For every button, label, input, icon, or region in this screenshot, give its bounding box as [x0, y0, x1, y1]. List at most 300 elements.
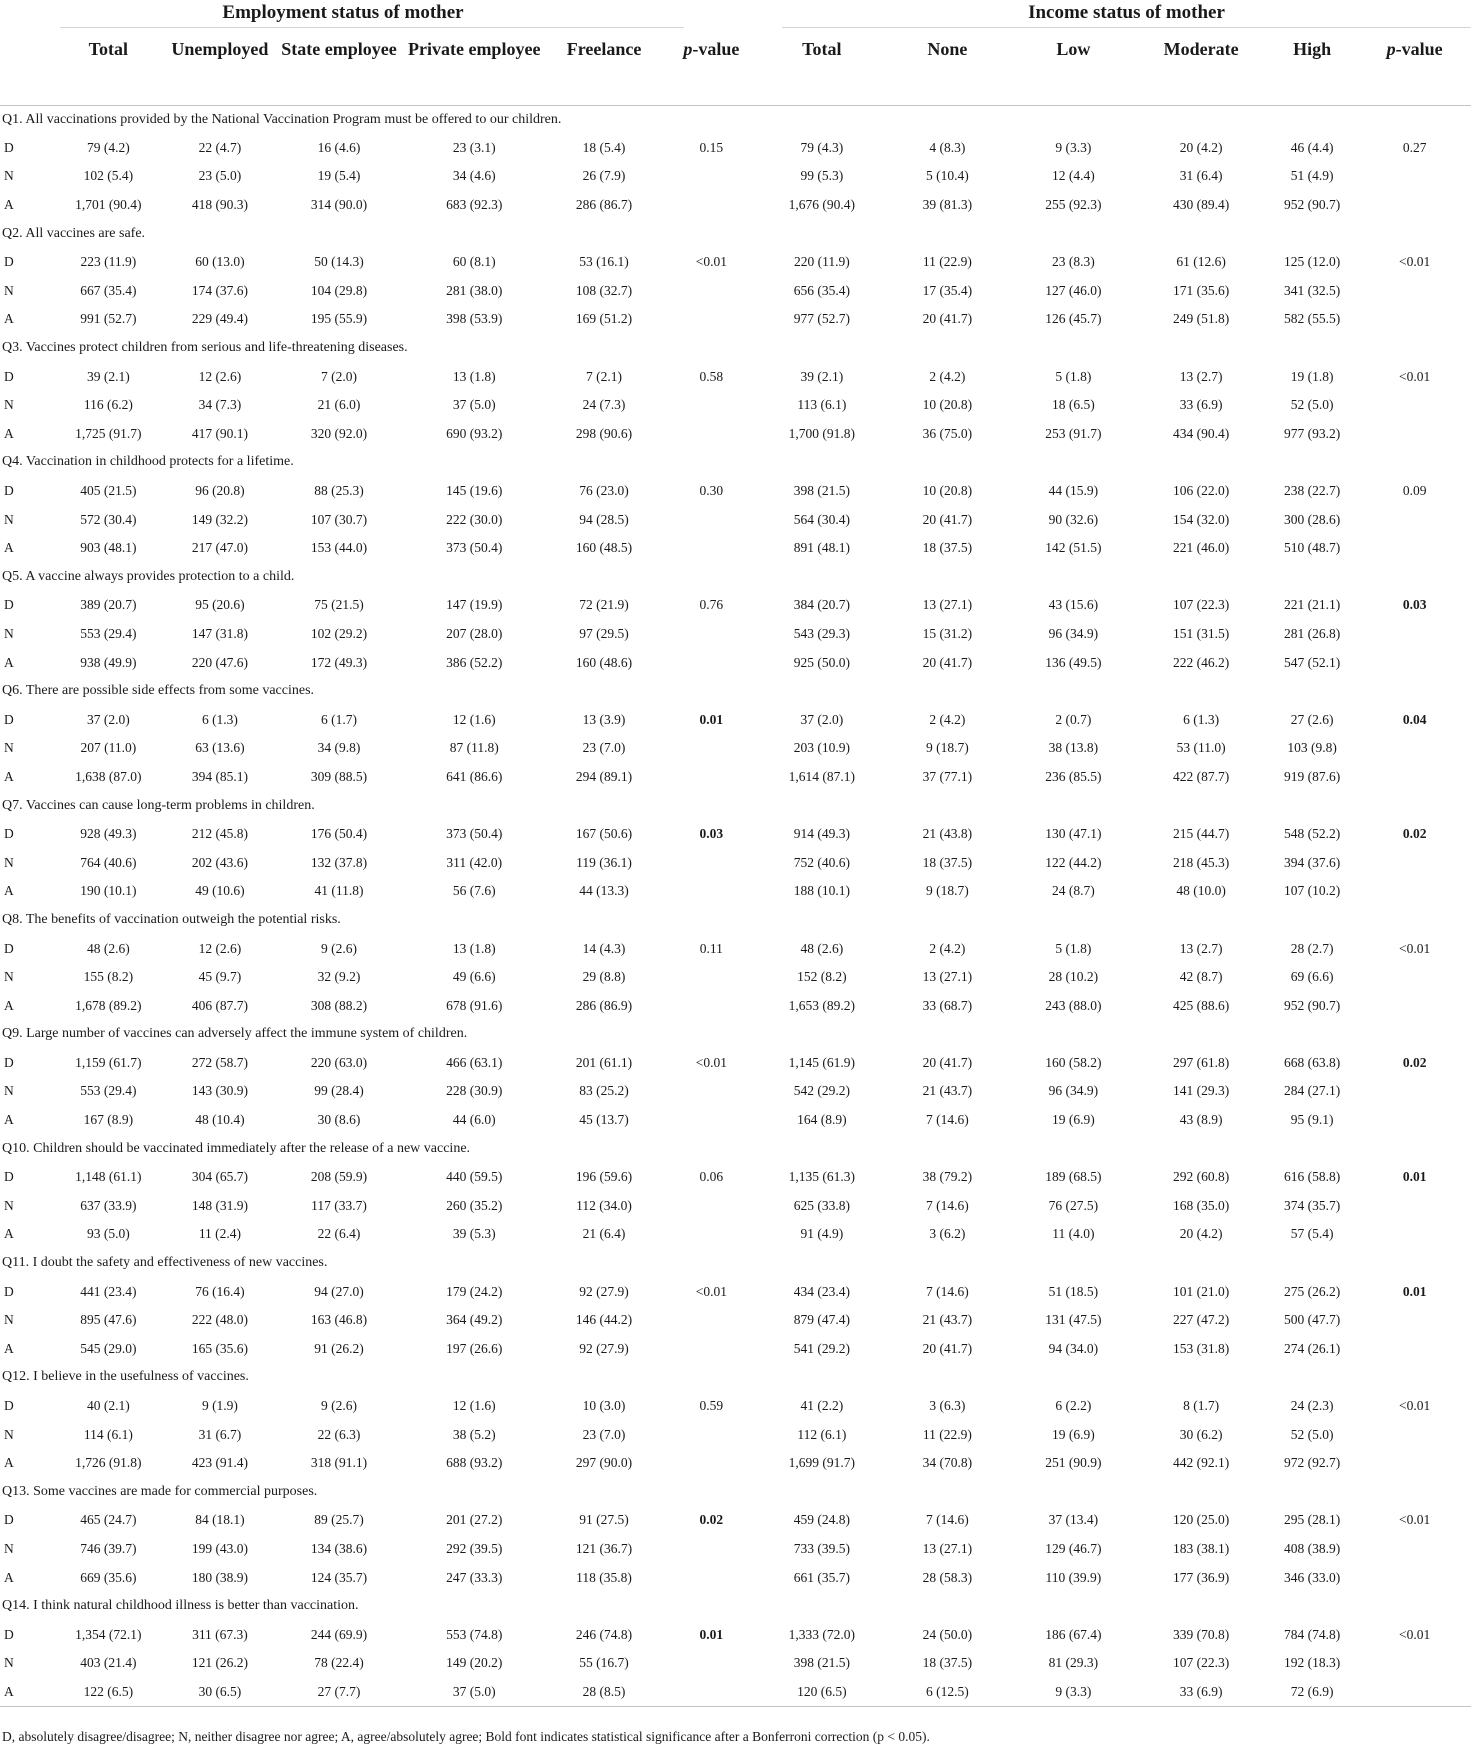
col-header-label — [0, 28, 52, 105]
p-value-suffix: -value — [1395, 39, 1443, 59]
table-cell: 125 (12.0) — [1284, 254, 1341, 270]
question-row — [0, 1478, 1471, 1507]
table-cell: 304 (65.7) — [191, 1169, 249, 1185]
p-value-cell: 0.01 — [699, 711, 724, 727]
table-cell: 238 (22.7) — [1284, 483, 1341, 499]
table-cell: 212 (45.8) — [191, 826, 249, 842]
table-cell: 32 (9.2) — [317, 969, 361, 985]
p-value-cell: 0.02 — [1402, 1054, 1427, 1070]
table-cell: 120 (25.0) — [1172, 1512, 1230, 1528]
table-cell: 163 (46.8) — [310, 1312, 368, 1328]
table-cell: 641 (86.6) — [446, 768, 503, 784]
table-cell: 21 (43.7) — [922, 1083, 973, 1099]
table-cell: 398 (53.9) — [446, 311, 503, 327]
table-row — [0, 1649, 1471, 1678]
p-value-cell — [1358, 734, 1471, 763]
table-cell: 20 (41.7) — [922, 1054, 973, 1070]
response-label: D — [4, 139, 14, 155]
table-cell: 38 (5.2) — [452, 1426, 496, 1442]
table-cell: 20 (41.7) — [922, 311, 973, 327]
table-cell: 678 (91.6) — [446, 997, 503, 1013]
p-value-cell — [663, 848, 760, 877]
table-row — [0, 277, 1471, 306]
question-row — [0, 334, 1471, 363]
table-cell: 4 (8.3) — [929, 139, 966, 155]
table-cell: 542 (29.2) — [793, 1083, 850, 1099]
table-cell: 1,699 (91.7) — [788, 1455, 856, 1471]
p-value-cell — [1358, 1535, 1471, 1564]
col-header-low: Low — [1011, 28, 1137, 105]
question-text: Q14. I think natural childhood illness is better than vaccination. — [2, 1598, 359, 1614]
table-cell: 30 (6.2) — [1179, 1426, 1223, 1442]
table-cell: 180 (38.9) — [191, 1569, 249, 1585]
p-value-cell — [663, 1563, 760, 1592]
table-cell: 208 (59.9) — [310, 1169, 368, 1185]
table-cell: 151 (31.5) — [1172, 625, 1230, 641]
response-label: D — [4, 711, 14, 727]
table-cell: 314 (90.0) — [310, 197, 368, 213]
col-header-none: None — [884, 28, 1011, 105]
table-row — [0, 1449, 1471, 1478]
table-cell: 221 (21.1) — [1284, 597, 1341, 613]
table-cell: 228 (30.9) — [446, 1083, 503, 1099]
table-cell: 165 (35.6) — [191, 1340, 249, 1356]
table-cell: 34 (70.8) — [922, 1455, 973, 1471]
table-cell: 8 (1.7) — [1183, 1398, 1220, 1414]
table-cell: 690 (93.2) — [446, 425, 503, 441]
table-cell: 23 (7.0) — [582, 1426, 626, 1442]
table-cell: 272 (58.7) — [191, 1054, 249, 1070]
table-cell: 281 (38.0) — [446, 282, 503, 298]
table-cell: 37 (5.0) — [452, 397, 496, 413]
table-cell: 91 (4.9) — [800, 1226, 844, 1242]
p-value-cell: 0.01 — [1402, 1283, 1427, 1299]
table-cell: 938 (49.9) — [80, 654, 137, 670]
p-value-cell — [663, 391, 760, 420]
p-value-cell — [1358, 1420, 1471, 1449]
table-cell: 12 (1.6) — [452, 711, 496, 727]
p-value-cell — [1358, 991, 1471, 1020]
table-cell: 18 (37.5) — [922, 540, 973, 556]
table-cell: 34 (7.3) — [198, 397, 242, 413]
table-cell: 22 (6.3) — [317, 1426, 361, 1442]
table-cell: 12 (4.4) — [1052, 168, 1095, 184]
table-cell: 547 (52.1) — [1284, 654, 1341, 670]
p-value-cell — [1358, 848, 1471, 877]
table-cell: 688 (93.2) — [446, 1455, 503, 1471]
table-cell: 217 (47.0) — [191, 540, 249, 556]
table-cell: 96 (20.8) — [195, 483, 245, 499]
table-cell: 61 (12.6) — [1176, 254, 1226, 270]
table-cell: 510 (48.7) — [1284, 540, 1341, 556]
table-cell: 925 (50.0) — [793, 654, 850, 670]
table-cell: 154 (32.0) — [1172, 511, 1230, 527]
table-cell: 24 (2.3) — [1290, 1398, 1334, 1414]
question-text: Q12. I believe in the usefulness of vaccines. — [2, 1369, 249, 1385]
question-text: Q3. Vaccines protect children from serious and life-threatening diseases. — [2, 340, 408, 356]
table-cell: 11 (22.9) — [922, 254, 972, 270]
table-cell: 422 (87.7) — [1172, 768, 1230, 784]
question-text: Q4. Vaccination in childhood protects for a lifetime. — [2, 454, 294, 470]
question-row — [0, 563, 1471, 592]
table-cell: 928 (49.3) — [80, 826, 137, 842]
table-cell: 442 (92.1) — [1172, 1455, 1230, 1471]
col-header-emp-p-value: p-value — [663, 28, 760, 105]
table-cell: 39 (2.1) — [800, 368, 844, 384]
table-cell: 222 (46.2) — [1172, 654, 1230, 670]
table-cell: 104 (29.8) — [310, 282, 368, 298]
table-cell: 101 (21.0) — [1172, 1283, 1230, 1299]
table-cell: 160 (48.5) — [575, 540, 633, 556]
table-cell: 39 (2.1) — [86, 368, 130, 384]
table-row — [0, 620, 1471, 649]
question-text: Q2. All vaccines are safe. — [2, 225, 146, 241]
p-value-cell: 0.27 — [1402, 139, 1427, 155]
table-cell: 13 (1.8) — [452, 368, 496, 384]
p-value-cell — [1358, 1649, 1471, 1678]
table-cell: 553 (29.4) — [80, 625, 137, 641]
p-value-cell — [663, 1220, 760, 1249]
table-row — [0, 362, 1471, 391]
table-cell: 286 (86.9) — [575, 997, 633, 1013]
p-value-cell: 0.09 — [1402, 483, 1427, 499]
table-cell: 107 (22.3) — [1172, 597, 1230, 613]
table-cell: 300 (28.6) — [1284, 511, 1341, 527]
table-cell: 81 (29.3) — [1048, 1655, 1099, 1671]
table-cell: 764 (40.6) — [80, 854, 137, 870]
table-row — [0, 1049, 1471, 1078]
table-cell: 192 (18.3) — [1284, 1655, 1341, 1671]
table-cell: 223 (11.9) — [80, 254, 137, 270]
p-value-cell: <0.01 — [695, 254, 727, 270]
table-row — [0, 1277, 1471, 1306]
table-cell: 147 (19.9) — [446, 597, 503, 613]
table-cell: 572 (30.4) — [80, 511, 137, 527]
table-cell: 425 (88.6) — [1172, 997, 1230, 1013]
p-value-cell — [663, 534, 760, 563]
table-cell: 220 (63.0) — [310, 1054, 368, 1070]
table-cell: 294 (89.1) — [575, 768, 633, 784]
table-cell: 118 (35.8) — [576, 1569, 632, 1585]
table-cell: 72 (21.9) — [579, 597, 629, 613]
table-cell: 124 (35.7) — [310, 1569, 368, 1585]
p-value-cell — [1358, 191, 1471, 220]
table-row — [0, 848, 1471, 877]
table-cell: 373 (50.4) — [446, 826, 503, 842]
table-row — [0, 191, 1471, 220]
table-cell: 97 (29.5) — [579, 625, 629, 641]
response-label: N — [4, 511, 14, 527]
p-value-cell — [663, 420, 760, 449]
table-cell: 60 (8.1) — [452, 254, 496, 270]
table-row — [0, 1392, 1471, 1421]
table-cell: 23 (5.0) — [198, 168, 242, 184]
question-text: Q13. Some vaccines are made for commercial purposes. — [2, 1483, 318, 1499]
table-row — [0, 1535, 1471, 1564]
p-value-suffix: -value — [692, 39, 740, 59]
table-cell: 91 (26.2) — [314, 1340, 364, 1356]
table-row — [0, 820, 1471, 849]
table-cell: 386 (52.2) — [446, 654, 503, 670]
table-cell: 9 (18.7) — [925, 740, 969, 756]
table-cell: 18 (5.4) — [582, 139, 626, 155]
response-label: A — [4, 768, 14, 784]
table-cell: 6 (12.5) — [884, 1678, 1011, 1707]
table-cell: 2 (4.2) — [929, 711, 966, 727]
table-cell: 19 (6.9) — [1052, 1112, 1095, 1128]
table-cell: 292 (60.8) — [1172, 1169, 1230, 1185]
table-cell: 341 (32.5) — [1284, 282, 1341, 298]
table-cell: 903 (48.1) — [80, 540, 137, 556]
response-label: A — [4, 997, 14, 1013]
table-cell: 108 (32.7) — [575, 282, 633, 298]
table-cell: 174 (37.6) — [191, 282, 249, 298]
table-cell: 44 (13.3) — [579, 883, 629, 899]
table-cell: 249 (51.8) — [1172, 311, 1230, 327]
table-cell: 201 (27.2) — [446, 1512, 503, 1528]
table-cell: 76 (16.4) — [195, 1283, 245, 1299]
p-value-cell — [663, 963, 760, 992]
table-cell: 952 (90.7) — [1284, 197, 1341, 213]
table-row — [0, 1678, 1471, 1707]
question-text: Q8. The benefits of vaccination outweigh the potential risks. — [2, 911, 341, 927]
table-cell: 102 (5.4) — [83, 168, 134, 184]
table-cell: 28 (2.7) — [1290, 940, 1334, 956]
p-value-cell — [663, 1678, 760, 1707]
table-cell: 114 (6.1) — [83, 1426, 133, 1442]
table-cell: 199 (43.0) — [191, 1540, 249, 1556]
table-cell: 9 (2.6) — [321, 940, 358, 956]
question-row — [0, 105, 1471, 134]
table-cell: 297 (61.8) — [1172, 1054, 1230, 1070]
table-cell: 84 (18.1) — [195, 1512, 245, 1528]
table-cell: 733 (39.5) — [793, 1540, 850, 1556]
table-row — [0, 505, 1471, 534]
p-value-cell — [1358, 1306, 1471, 1335]
p-value-cell — [663, 191, 760, 220]
table-cell: 95 (9.1) — [1290, 1112, 1334, 1128]
table-cell: 215 (44.7) — [1172, 826, 1230, 842]
table-row — [0, 1192, 1471, 1221]
table-cell: 244 (69.9) — [310, 1626, 368, 1642]
table-cell: 222 (48.0) — [191, 1312, 249, 1328]
table-cell: 28 (58.3) — [922, 1569, 973, 1585]
response-label: A — [4, 883, 14, 899]
table-cell: 122 (44.2) — [1045, 854, 1102, 870]
p-value-cell — [1358, 420, 1471, 449]
response-label: A — [4, 654, 14, 670]
table-cell: 11 (2.4) — [198, 1226, 242, 1242]
table-cell: 30 (6.5) — [165, 1678, 274, 1707]
table-cell: 582 (55.5) — [1284, 311, 1341, 327]
table-cell: 207 (11.0) — [80, 740, 137, 756]
table-cell: 17 (35.4) — [922, 282, 973, 298]
table-cell: 246 (74.8) — [575, 1626, 633, 1642]
table-cell: 308 (88.2) — [310, 997, 368, 1013]
table-cell: 220 (47.6) — [191, 654, 249, 670]
table-cell: 48 (2.6) — [800, 940, 844, 956]
question-row — [0, 1363, 1471, 1392]
table-cell: 24 (7.3) — [582, 397, 626, 413]
response-label: A — [4, 425, 14, 441]
table-cell: 53 (11.0) — [1176, 740, 1226, 756]
table-cell: 120 (6.5) — [760, 1678, 884, 1707]
table-cell: 23 (3.1) — [452, 139, 496, 155]
p-value-cell — [1358, 1449, 1471, 1478]
table-cell: 218 (45.3) — [1172, 854, 1230, 870]
table-cell: 459 (24.8) — [793, 1512, 850, 1528]
p-value-cell — [1358, 305, 1471, 334]
table-cell: 41 (11.8) — [314, 883, 364, 899]
p-value-cell — [1358, 1335, 1471, 1364]
column-header-row — [0, 28, 1471, 105]
p-value-cell: 0.04 — [1402, 711, 1427, 727]
table-cell: 229 (49.4) — [191, 311, 249, 327]
table-row — [0, 591, 1471, 620]
table-cell: 44 (6.0) — [452, 1112, 496, 1128]
table-cell: 63 (13.6) — [195, 740, 245, 756]
table-cell: 24 (50.0) — [922, 1626, 973, 1642]
table-cell: 403 (21.4) — [80, 1655, 137, 1671]
table-cell: 417 (90.1) — [191, 425, 249, 441]
table-row — [0, 877, 1471, 906]
table-cell: 221 (46.0) — [1172, 540, 1230, 556]
table-cell: 398 (21.5) — [793, 1655, 850, 1671]
table-cell: 247 (33.3) — [446, 1569, 503, 1585]
response-label: N — [4, 854, 14, 870]
table-cell: 177 (36.9) — [1172, 1569, 1230, 1585]
table-cell: 153 (44.0) — [310, 540, 368, 556]
table-cell: 952 (90.7) — [1284, 997, 1341, 1013]
table-cell: 972 (92.7) — [1284, 1455, 1341, 1471]
table-cell: 37 (2.0) — [800, 711, 844, 727]
table-cell: 423 (91.4) — [191, 1455, 249, 1471]
table-row — [0, 648, 1471, 677]
question-row — [0, 677, 1471, 706]
col-header-emp-total: Total — [52, 28, 166, 105]
question-row — [0, 1249, 1471, 1278]
table-cell: 408 (38.9) — [1284, 1540, 1341, 1556]
table-cell: 171 (35.6) — [1172, 282, 1230, 298]
p-value-cell — [663, 763, 760, 792]
table-cell: 6 (1.3) — [1183, 711, 1220, 727]
table-cell: 7 (2.1) — [586, 368, 623, 384]
p-value-cell: 0.11 — [699, 940, 723, 956]
table-cell: 18 (37.5) — [922, 1655, 973, 1671]
table-cell: 13 (2.7) — [1179, 940, 1223, 956]
p-value-cell: 0.02 — [699, 1512, 724, 1528]
table-cell: 6 (1.3) — [201, 711, 238, 727]
response-label: D — [4, 940, 14, 956]
table-cell: 72 (6.9) — [1266, 1678, 1358, 1707]
table-cell: 160 (48.6) — [575, 654, 633, 670]
p-value-cell: <0.01 — [695, 1054, 727, 1070]
table-cell: 440 (59.5) — [446, 1169, 503, 1185]
table-cell: 364 (49.2) — [446, 1312, 503, 1328]
table-cell: 45 (13.7) — [579, 1112, 629, 1128]
col-header-high: High — [1266, 28, 1358, 105]
col-header-inc-p-value: p-value — [1358, 28, 1471, 105]
table-cell: 92 (27.9) — [579, 1283, 629, 1299]
response-label: N — [4, 1197, 14, 1213]
table-cell: 149 (20.2) — [446, 1655, 503, 1671]
table-cell: 18 (37.5) — [922, 854, 973, 870]
table-cell: 14 (4.3) — [582, 940, 626, 956]
table-cell: 1,614 (87.1) — [788, 768, 856, 784]
response-label: D — [4, 483, 14, 499]
table-cell: 20 (41.7) — [922, 1340, 973, 1356]
table-cell: 110 (39.9) — [1045, 1569, 1102, 1585]
table-cell: 21 (43.8) — [922, 826, 973, 842]
table-cell: 553 (74.8) — [446, 1626, 503, 1642]
table-cell: 1,700 (91.8) — [788, 425, 856, 441]
response-label: A — [4, 311, 14, 327]
table-cell: 1,726 (91.8) — [75, 1455, 142, 1471]
table-cell: 895 (47.6) — [80, 1312, 137, 1328]
table-cell: 93 (5.0) — [86, 1226, 130, 1242]
table-cell: 91 (27.5) — [579, 1512, 629, 1528]
table-cell: 1,354 (72.1) — [75, 1626, 142, 1642]
p-value-cell — [663, 991, 760, 1020]
table-cell: 33 (6.9) — [1179, 397, 1223, 413]
table-cell: 1,145 (61.9) — [788, 1054, 856, 1070]
table-cell: 466 (63.1) — [446, 1054, 503, 1070]
table-cell: 553 (29.4) — [80, 1083, 137, 1099]
table-cell: 23 (7.0) — [582, 740, 626, 756]
table-cell: 94 (27.0) — [314, 1283, 364, 1299]
table-cell: 89 (25.7) — [314, 1512, 364, 1528]
table-cell: 7 (2.0) — [321, 368, 358, 384]
question-row — [0, 791, 1471, 820]
table-row — [0, 734, 1471, 763]
table-cell: 130 (47.1) — [1045, 826, 1102, 842]
table-cell: 28 (8.5) — [545, 1678, 663, 1707]
table-cell: 31 (6.4) — [1179, 168, 1223, 184]
table-row — [0, 248, 1471, 277]
p-value-cell — [663, 1306, 760, 1335]
p-value-cell: 0.58 — [699, 368, 724, 384]
table-cell: 149 (32.2) — [191, 511, 249, 527]
table-cell: 384 (20.7) — [793, 597, 850, 613]
table-cell: 298 (90.6) — [575, 425, 633, 441]
table-cell: 260 (35.2) — [446, 1197, 503, 1213]
income-status-heading: Income status of mother — [1028, 2, 1225, 23]
table-cell: 251 (90.9) — [1045, 1455, 1102, 1471]
table-cell: 69 (6.6) — [1290, 969, 1334, 985]
p-value-cell — [1358, 620, 1471, 649]
table-cell: 38 (13.8) — [1048, 740, 1099, 756]
p-value-cell — [663, 1420, 760, 1449]
table-cell: 405 (21.5) — [80, 483, 137, 499]
table-cell: 30 (8.6) — [317, 1112, 361, 1128]
question-row — [0, 219, 1471, 248]
p-value-cell — [663, 734, 760, 763]
table-cell: 13 (1.8) — [452, 940, 496, 956]
table-cell: 76 (23.0) — [579, 483, 629, 499]
table-cell: 56 (7.6) — [452, 883, 496, 899]
table-cell: 189 (68.5) — [1045, 1169, 1102, 1185]
response-label: N — [4, 1426, 14, 1442]
response-label: D — [4, 1626, 14, 1642]
table-cell: 284 (27.1) — [1284, 1083, 1341, 1099]
table-cell: 389 (20.7) — [80, 597, 137, 613]
p-value-cell — [1358, 1563, 1471, 1592]
response-label: N — [4, 969, 14, 985]
table-cell: 90 (32.6) — [1048, 511, 1099, 527]
table-cell: 48 (10.4) — [195, 1112, 245, 1128]
table-cell: 37 (77.1) — [922, 768, 973, 784]
table-cell: 186 (67.4) — [1045, 1626, 1102, 1642]
